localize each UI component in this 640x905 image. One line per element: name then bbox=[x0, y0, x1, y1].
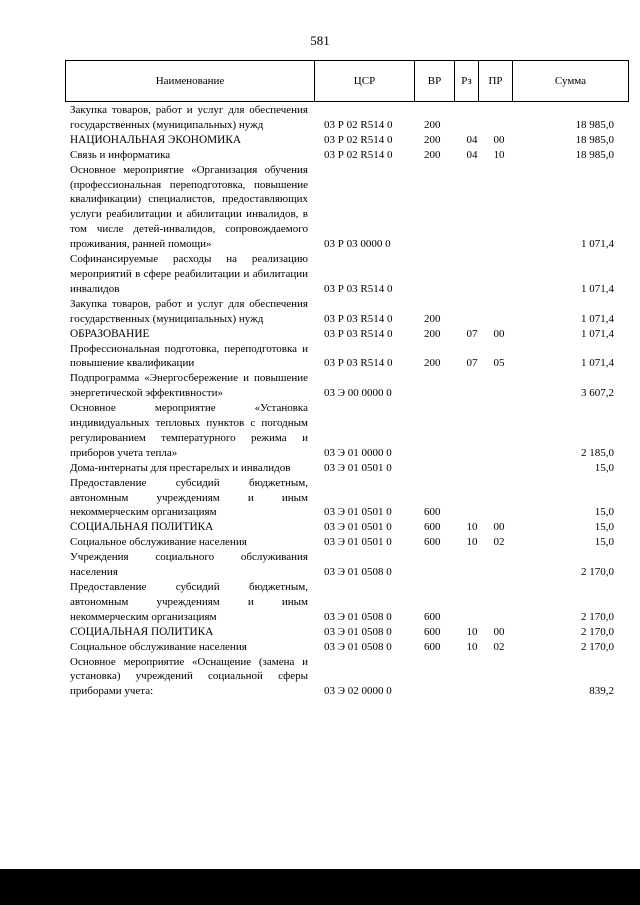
header-vr: ВР bbox=[414, 61, 454, 101]
row-csr: 03 Э 01 0508 0 bbox=[324, 610, 392, 623]
table-row bbox=[70, 371, 614, 401]
row-rz: 10 bbox=[466, 640, 478, 653]
row-sum: 2 185,0 bbox=[581, 446, 614, 459]
row-name: ОБРАЗОВАНИЕ bbox=[70, 327, 150, 340]
row-name: СОЦИАЛЬНАЯ ПОЛИТИКА bbox=[70, 521, 214, 534]
row-name: Основное мероприятие «Организация обучения (профессиональная переподготовка, повышение квалификации) специалистов, предоставляющих услуги реабилитации и абилитации инвалидов, в том числе детей-инвалидов, сопровождаемого проживания, ранней помощи» bbox=[70, 163, 308, 251]
row-csr: 03 Э 00 0000 0 bbox=[324, 387, 392, 400]
row-name: Предоставление субсидий бюджетным, автономным учреждениям и иным некоммерческим организациям bbox=[70, 476, 308, 519]
row-name: Связь и информатика bbox=[70, 148, 171, 161]
row-sum: 1 071,4 bbox=[581, 282, 614, 295]
row-sum: 18 985,0 bbox=[575, 148, 614, 161]
row-name: Профессиональная подготовка, переподготовка и повышение квалификации bbox=[70, 342, 308, 370]
row-sum: 15,0 bbox=[594, 536, 614, 549]
row-name: Социальное обслуживание населения bbox=[70, 640, 247, 653]
row-rz: 10 bbox=[466, 625, 478, 638]
row-name: Подпрограмма «Энергосбережение и повышение энергетической эффективности» bbox=[70, 372, 308, 400]
row-pr: 00 bbox=[493, 327, 505, 340]
row-csr: 03 Р 03 R514 0 bbox=[324, 357, 393, 370]
table-row bbox=[70, 103, 614, 133]
row-vr: 600 bbox=[424, 610, 441, 623]
row-name: Закупка товаров, работ и услуг для обеспечения государственных (муниципальных) нужд bbox=[70, 297, 308, 325]
row-csr: 03 Э 01 0501 0 bbox=[324, 461, 392, 474]
table-row bbox=[70, 461, 614, 476]
scan-bottom-border bbox=[0, 869, 640, 905]
table-row bbox=[70, 580, 614, 625]
row-csr: 03 Р 03 R514 0 bbox=[324, 312, 393, 325]
row-rz: 04 bbox=[466, 148, 478, 161]
row-name: СОЦИАЛЬНАЯ ПОЛИТИКА bbox=[70, 625, 214, 638]
table-row bbox=[70, 297, 614, 327]
row-sum: 839,2 bbox=[589, 685, 614, 698]
table-row bbox=[70, 520, 614, 535]
table-row bbox=[70, 163, 614, 252]
row-sum: 2 170,0 bbox=[581, 610, 614, 623]
row-pr: 00 bbox=[493, 521, 505, 534]
row-pr: 10 bbox=[493, 148, 505, 161]
row-sum: 2 170,0 bbox=[581, 566, 614, 578]
row-sum: 1 071,4 bbox=[581, 357, 614, 370]
header-pr: ПР bbox=[478, 61, 512, 101]
row-csr: 03 Э 01 0501 0 bbox=[324, 506, 392, 519]
row-name: Софинансируемые расходы на реализацию мероприятий в сфере реабилитации и абилитации инвалидов bbox=[70, 253, 308, 295]
row-name: Предоставление субсидий бюджетным, автономным учреждениям и иным некоммерческим организациям bbox=[70, 581, 308, 623]
row-vr: 200 bbox=[424, 357, 441, 370]
row-sum: 3 607,2 bbox=[581, 387, 614, 400]
table-row bbox=[70, 401, 614, 461]
row-vr: 600 bbox=[424, 640, 441, 653]
row-sum: 15,0 bbox=[594, 521, 614, 534]
row-name: Закупка товаров, работ и услуг для обеспечения государственных (муниципальных) нужд bbox=[70, 104, 308, 131]
row-csr: 03 Э 01 0508 0 bbox=[324, 566, 392, 578]
row-csr: 03 Р 03 R514 0 bbox=[324, 327, 393, 340]
table-row bbox=[70, 133, 614, 148]
row-rz: 04 bbox=[466, 133, 478, 146]
row-csr: 03 Р 03 R514 0 bbox=[324, 282, 393, 295]
row-vr: 600 bbox=[424, 625, 441, 638]
row-name: НАЦИОНАЛЬНАЯ ЭКОНОМИКА bbox=[70, 133, 242, 146]
table-row bbox=[70, 640, 614, 655]
row-csr: 03 Р 02 R514 0 bbox=[324, 118, 393, 131]
row-csr: 03 Э 01 0000 0 bbox=[324, 446, 392, 459]
row-rz: 10 bbox=[466, 536, 478, 549]
row-pr: 00 bbox=[493, 625, 505, 638]
table-row bbox=[70, 342, 614, 372]
row-csr: 03 Э 02 0000 0 bbox=[324, 685, 392, 698]
row-vr: 200 bbox=[424, 327, 441, 340]
row-rz: 10 bbox=[466, 521, 478, 534]
row-vr: 200 bbox=[424, 148, 441, 161]
row-csr: 03 Э 01 0501 0 bbox=[324, 536, 392, 549]
row-pr: 00 bbox=[493, 133, 505, 146]
row-csr: 03 Р 02 R514 0 bbox=[324, 148, 393, 161]
row-vr: 600 bbox=[424, 506, 441, 519]
table-body bbox=[70, 103, 614, 699]
table-row bbox=[70, 252, 614, 297]
row-vr: 200 bbox=[424, 118, 441, 131]
row-vr: 600 bbox=[424, 536, 441, 549]
row-vr: 600 bbox=[424, 521, 441, 534]
row-sum: 15,0 bbox=[594, 506, 614, 519]
table-row bbox=[70, 535, 614, 550]
table-row bbox=[70, 327, 614, 342]
row-sum: 2 170,0 bbox=[581, 640, 614, 653]
row-pr: 02 bbox=[493, 536, 505, 549]
row-pr: 05 bbox=[493, 357, 505, 370]
header-sum: Сумма bbox=[512, 61, 628, 101]
row-csr: 03 Р 03 0000 0 bbox=[324, 238, 391, 251]
row-pr: 02 bbox=[493, 640, 505, 653]
row-vr: 200 bbox=[424, 312, 441, 325]
row-sum: 2 170,0 bbox=[581, 625, 614, 638]
table-row bbox=[70, 550, 614, 580]
row-csr: 03 Э 01 0508 0 bbox=[324, 640, 392, 653]
table-row bbox=[70, 655, 614, 700]
row-name: Дома-интернаты для престарелых и инвалидов bbox=[70, 461, 291, 474]
row-sum: 1 071,4 bbox=[581, 312, 614, 325]
header-name: Наименование bbox=[155, 75, 225, 87]
row-csr: 03 Р 02 R514 0 bbox=[324, 133, 393, 146]
header-csr: ЦСР bbox=[314, 61, 414, 101]
row-sum: 1 071,4 bbox=[581, 327, 614, 340]
table-row bbox=[70, 148, 614, 163]
row-sum: 15,0 bbox=[594, 461, 614, 474]
row-rz: 07 bbox=[466, 357, 478, 370]
page-number: 581 bbox=[310, 33, 330, 48]
header-rz: Рз bbox=[454, 61, 478, 101]
row-csr: 03 Э 01 0508 0 bbox=[324, 625, 392, 638]
row-name: Учреждения социального обслуживания населения bbox=[70, 551, 308, 579]
table-row bbox=[70, 476, 614, 521]
row-csr: 03 Э 01 0501 0 bbox=[324, 521, 392, 534]
row-name: Основное мероприятие «Установка индивидуальных тепловых пунктов с погодным регулированием температурного режима и приборов учета тепла» bbox=[70, 402, 308, 459]
row-vr: 200 bbox=[424, 133, 441, 146]
row-rz: 07 bbox=[466, 327, 478, 340]
row-name: Социальное обслуживание населения bbox=[70, 536, 247, 549]
row-sum: 18 985,0 bbox=[575, 118, 614, 131]
row-sum: 18 985,0 bbox=[575, 133, 614, 146]
row-sum: 1 071,4 bbox=[581, 238, 614, 251]
row-name: Основное мероприятие «Оснащение (замена и установка) учреждений социальной сферы приборами учета: bbox=[70, 655, 308, 698]
table-header bbox=[65, 60, 629, 102]
table-row bbox=[70, 625, 614, 640]
